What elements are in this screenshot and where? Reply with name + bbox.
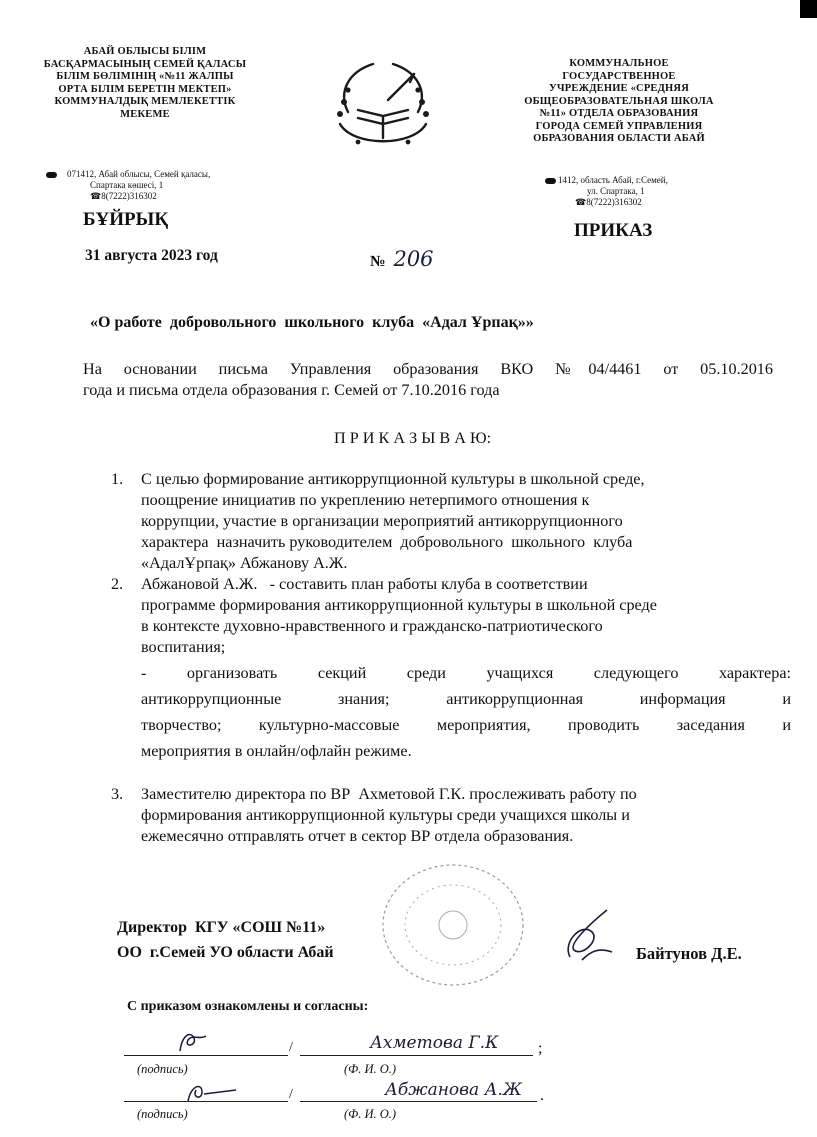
item-line: антикоррупционные знания; антикоррупционная информация и [141, 690, 791, 708]
item-line: коррупции, участие в организации мероприятий антикоррупционного [141, 512, 623, 530]
item-extra [141, 660, 791, 764]
handwritten-signature-icon [552, 902, 622, 972]
signature-label: (подпись) [137, 1062, 188, 1076]
slash-separator: / [289, 1040, 293, 1055]
name-line [300, 1055, 533, 1056]
left-org-name [18, 46, 272, 121]
right-address-line: ул. Спартака, 1 [587, 186, 645, 196]
signature-mark-1 [170, 1026, 210, 1056]
right-org-line: ОБЩЕОБРАЗОВАТЕЛЬНАЯ ШКОЛА [524, 95, 714, 107]
signature-label: (подпись) [137, 1107, 188, 1121]
signature-line [124, 1055, 288, 1056]
item-number: 1. [111, 470, 124, 488]
item-line: Абжановой А.Ж. - составить план работы клуба в соответствии [141, 575, 588, 593]
acknowledgement-heading: С приказом ознакомлены и согласны: [127, 999, 369, 1014]
item-line: мероприятия в онлайн/офлайн режиме. [141, 742, 412, 760]
phone-icon: ☎ [90, 191, 102, 201]
row-end-mark: . [540, 1087, 544, 1104]
left-org-line: АБАЙ ОБЛЫСЫ БІЛІМ [83, 46, 207, 57]
fio-label: (Ф. И. О.) [344, 1107, 397, 1121]
right-address [545, 175, 745, 208]
row-end-mark: ; [538, 1040, 543, 1057]
basis-paragraph [83, 359, 773, 401]
mail-icon [46, 172, 57, 178]
item-line: творчество; культурно-массовые мероприятия, проводить заседания и [141, 716, 791, 734]
order-item [111, 784, 791, 847]
director-name: Байтунов Д.Е. [636, 944, 742, 963]
item-line: ежемесячно отправлять отчет в сектор ВР отдела образования. [141, 827, 574, 845]
director-title-line1: Директор КГУ «СОШ №11» [117, 919, 326, 936]
director-signature [552, 902, 622, 972]
number-value: 206 [393, 247, 434, 271]
left-address-line: Спартака көшесі, 1 [90, 180, 164, 190]
left-address-line: ☎8(7222)316302 [90, 191, 157, 201]
item-line: формирования антикоррупционной культуры среди учащихся школы и [141, 806, 630, 824]
right-org-line: ГОРОДА СЕМЕЙ УПРАВЛЕНИЯ [535, 120, 703, 132]
left-org-line: БІЛІМ БӨЛІМІНІҢ «№11 ЖАЛПЫ [56, 71, 234, 82]
name-line [300, 1101, 537, 1102]
director-title-line2: ОО г.Семей УО области Абай [117, 944, 334, 961]
basis-line: года и письма отдела образования г. Семей от 7.10.2016 года [83, 381, 500, 399]
logo-emblem-icon [318, 52, 448, 164]
right-org-line: УЧРЕЖДЕНИЕ «СРЕДНЯЯ [548, 83, 689, 94]
mail-icon [545, 178, 556, 184]
doc-type-russian: ПРИКАЗ [574, 220, 653, 241]
school-stamp [378, 860, 528, 990]
number-label: № [370, 253, 386, 270]
item-line: С целью формирование антикоррупционной культуры в школьной среде, [141, 470, 645, 488]
order-title: «О работе добровольного школьного клуба «Адал Ұрпақ»» [90, 314, 534, 331]
phone-icon: ☎ [575, 197, 587, 207]
doc-type-kazakh: БҰЙРЫҚ [83, 209, 169, 230]
order-date: 31 августа 2023 год [85, 247, 218, 264]
scan-corner-artifact [800, 0, 817, 18]
item-line: в контексте духовно-нравственного и гражданско-патриотического [141, 617, 603, 635]
handwritten-signature-icon [170, 1026, 210, 1056]
stamp-seal-icon [378, 860, 528, 990]
right-org-name [500, 58, 738, 146]
basis-line: На основании письма Управления образования ВКО №04/4461 от 05.10.2016 [83, 360, 773, 378]
handwritten-name-2: Абжанова А.Ж [385, 1080, 522, 1100]
item-line: «АдалҰрпақ» Абжанову А.Ж. [141, 554, 348, 572]
item-line: воспитания; [141, 638, 226, 656]
order-number [370, 247, 434, 271]
right-address-line: ☎8(7222)316302 [575, 197, 642, 207]
order-heading: П Р И К А З Ы В А Ю: [334, 429, 492, 447]
right-org-line: ОБРАЗОВАНИЯ ОБЛАСТИ АБАЙ [533, 133, 705, 144]
right-org-line: ГОСУДАРСТВЕННОЕ [562, 70, 676, 82]
left-org-line: БАСҚАРМАСЫНЫҢ СЕМЕЙ ҚАЛАСЫ [43, 58, 247, 70]
left-address [44, 169, 274, 202]
order-item [111, 574, 791, 764]
item-number: 2. [111, 575, 124, 593]
left-org-line: КОММУНАЛДЫҚ МЕМЛЕКЕТТІК [54, 96, 236, 107]
right-org-line: КОММУНАЛЬНОЕ [569, 58, 669, 69]
item-line: характера назначить руководителем добровольного школьного клуба [141, 533, 633, 551]
item-line: Заместителю директора по ВР Ахметовой Г.К. прослеживать работу по [141, 785, 637, 803]
item-line: поощрение инициатив по укреплению нетерпимого отношения к [141, 491, 590, 509]
item-line: программе формирования антикоррупционной культуры в школьной среде [141, 596, 657, 614]
item-number: 3. [111, 785, 124, 803]
signature-line [124, 1101, 288, 1102]
item-line: - организовать секций среди учащихся следующего характера: [141, 664, 791, 682]
left-org-line: ОРТА БІЛІМ БЕРЕТІН МЕКТЕП» [58, 83, 232, 95]
left-org-line: МЕКЕМЕ [120, 108, 170, 120]
handwritten-name-1: Ахметова Г.К [370, 1033, 499, 1053]
fio-label: (Ф. И. О.) [344, 1062, 397, 1076]
slash-separator: / [289, 1087, 293, 1102]
left-address-line: 071412, Абай облысы, Семей қаласы, [44, 169, 274, 180]
order-item [111, 469, 791, 574]
right-org-line: №11» ОТДЕЛА ОБРАЗОВАНИЯ [539, 108, 699, 119]
school-logo [318, 52, 448, 164]
order-items [111, 469, 791, 847]
right-address-line: 1412, область Абай, г.Семей, [545, 175, 745, 186]
